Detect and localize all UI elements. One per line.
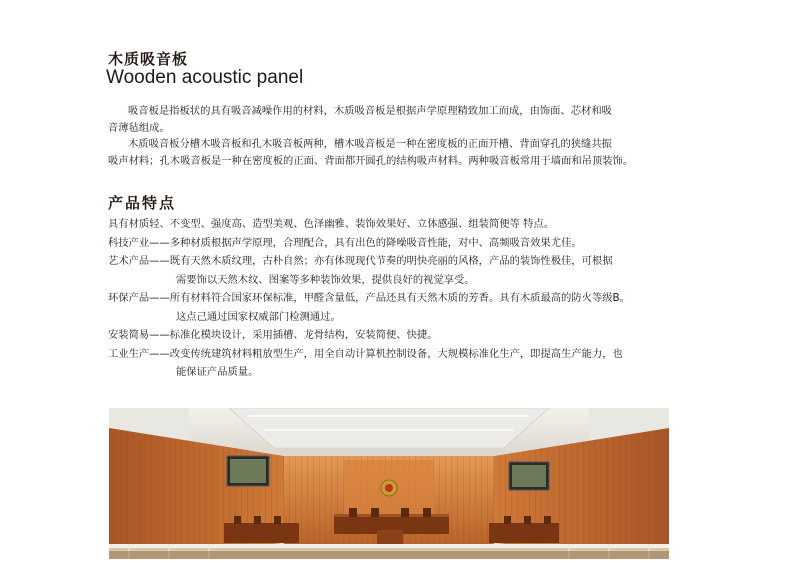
feature-text: 标准化模块设计，采用插槽、龙骨结构，安装简便、快捷。 xyxy=(169,329,438,341)
features-summary: 具有材质轻、不变型、强度高、造型美观、色泽幽雅、装饰效果好、立体感强、组装简便等 特点。 xyxy=(108,218,555,230)
left-desk xyxy=(224,523,299,543)
intro-p2-line2: 吸声材料；孔木吸音板是一种在密度板的正面、背面都开圆孔的结构吸声材料。两种吸音板常用于墙面和吊顶装饰。 xyxy=(108,154,634,167)
feature-label: 艺术产品—— xyxy=(108,255,170,267)
right-desk xyxy=(489,523,559,543)
feature-text: 改变传统建筑材料粗放型生产，用全自动计算机控制设备，大规模标准化生产，即提高生产能力，也 xyxy=(169,347,623,360)
feature-text: 所有材料符合国家环保标准，甲醛含量低，产品还具有天然木质的芳香。具有木质最高的防火等级B。 xyxy=(169,292,630,304)
feature-label: 安装简易—— xyxy=(108,329,170,341)
feature-label: 环保产品—— xyxy=(108,292,170,304)
feature-item xyxy=(108,252,683,289)
title-chinese: 木质吸音板 xyxy=(108,50,189,68)
feature-item xyxy=(108,345,683,382)
intro-section xyxy=(108,103,674,169)
feature-item xyxy=(108,234,683,253)
feature-text-continued: 这点己通过国家权威部门检测通过。 xyxy=(176,310,341,323)
feature-item xyxy=(108,289,683,326)
feature-text-continued: 需要饰以天然木纹、图案等多种装饰效果，提供良好的视觉享受。 xyxy=(176,273,475,286)
features-list xyxy=(108,215,683,382)
feature-label: 工业生产—— xyxy=(108,347,170,360)
features-heading: 产品特点 xyxy=(108,194,177,212)
intro-p2-line1: 木质吸音板分槽木吸音板和孔木吸音板两种，槽木吸音板是一种在密度板的正面开槽、背面穿孔的狭缝共振 xyxy=(128,138,612,150)
intro-p1-line1: 吸音板是指板状的具有吸音减噪作用的材料，木质吸音板是根据声学原理精致加工而成，由饰面、芯材和吸 xyxy=(128,105,612,117)
feature-text: 多种材质根据声学原理，合理配合，具有出色的降噪吸音性能，对中、高频吸音效果尤佳。 xyxy=(169,236,582,249)
title-english: Wooden acoustic panel xyxy=(106,67,304,88)
feature-text-continued: 能保证产品质量。 xyxy=(176,366,259,378)
feature-text: 既有天然木质纹理，古朴自然；亦有体现现代节奏的明快亮丽的风格，产品的装饰性极佳，可根据 xyxy=(169,255,613,267)
feature-label: 科技产业—— xyxy=(108,236,170,249)
intro-p1-line2: 音薄毡组成。 xyxy=(108,121,170,134)
feature-item xyxy=(108,326,683,345)
courtroom-photo xyxy=(109,408,669,559)
